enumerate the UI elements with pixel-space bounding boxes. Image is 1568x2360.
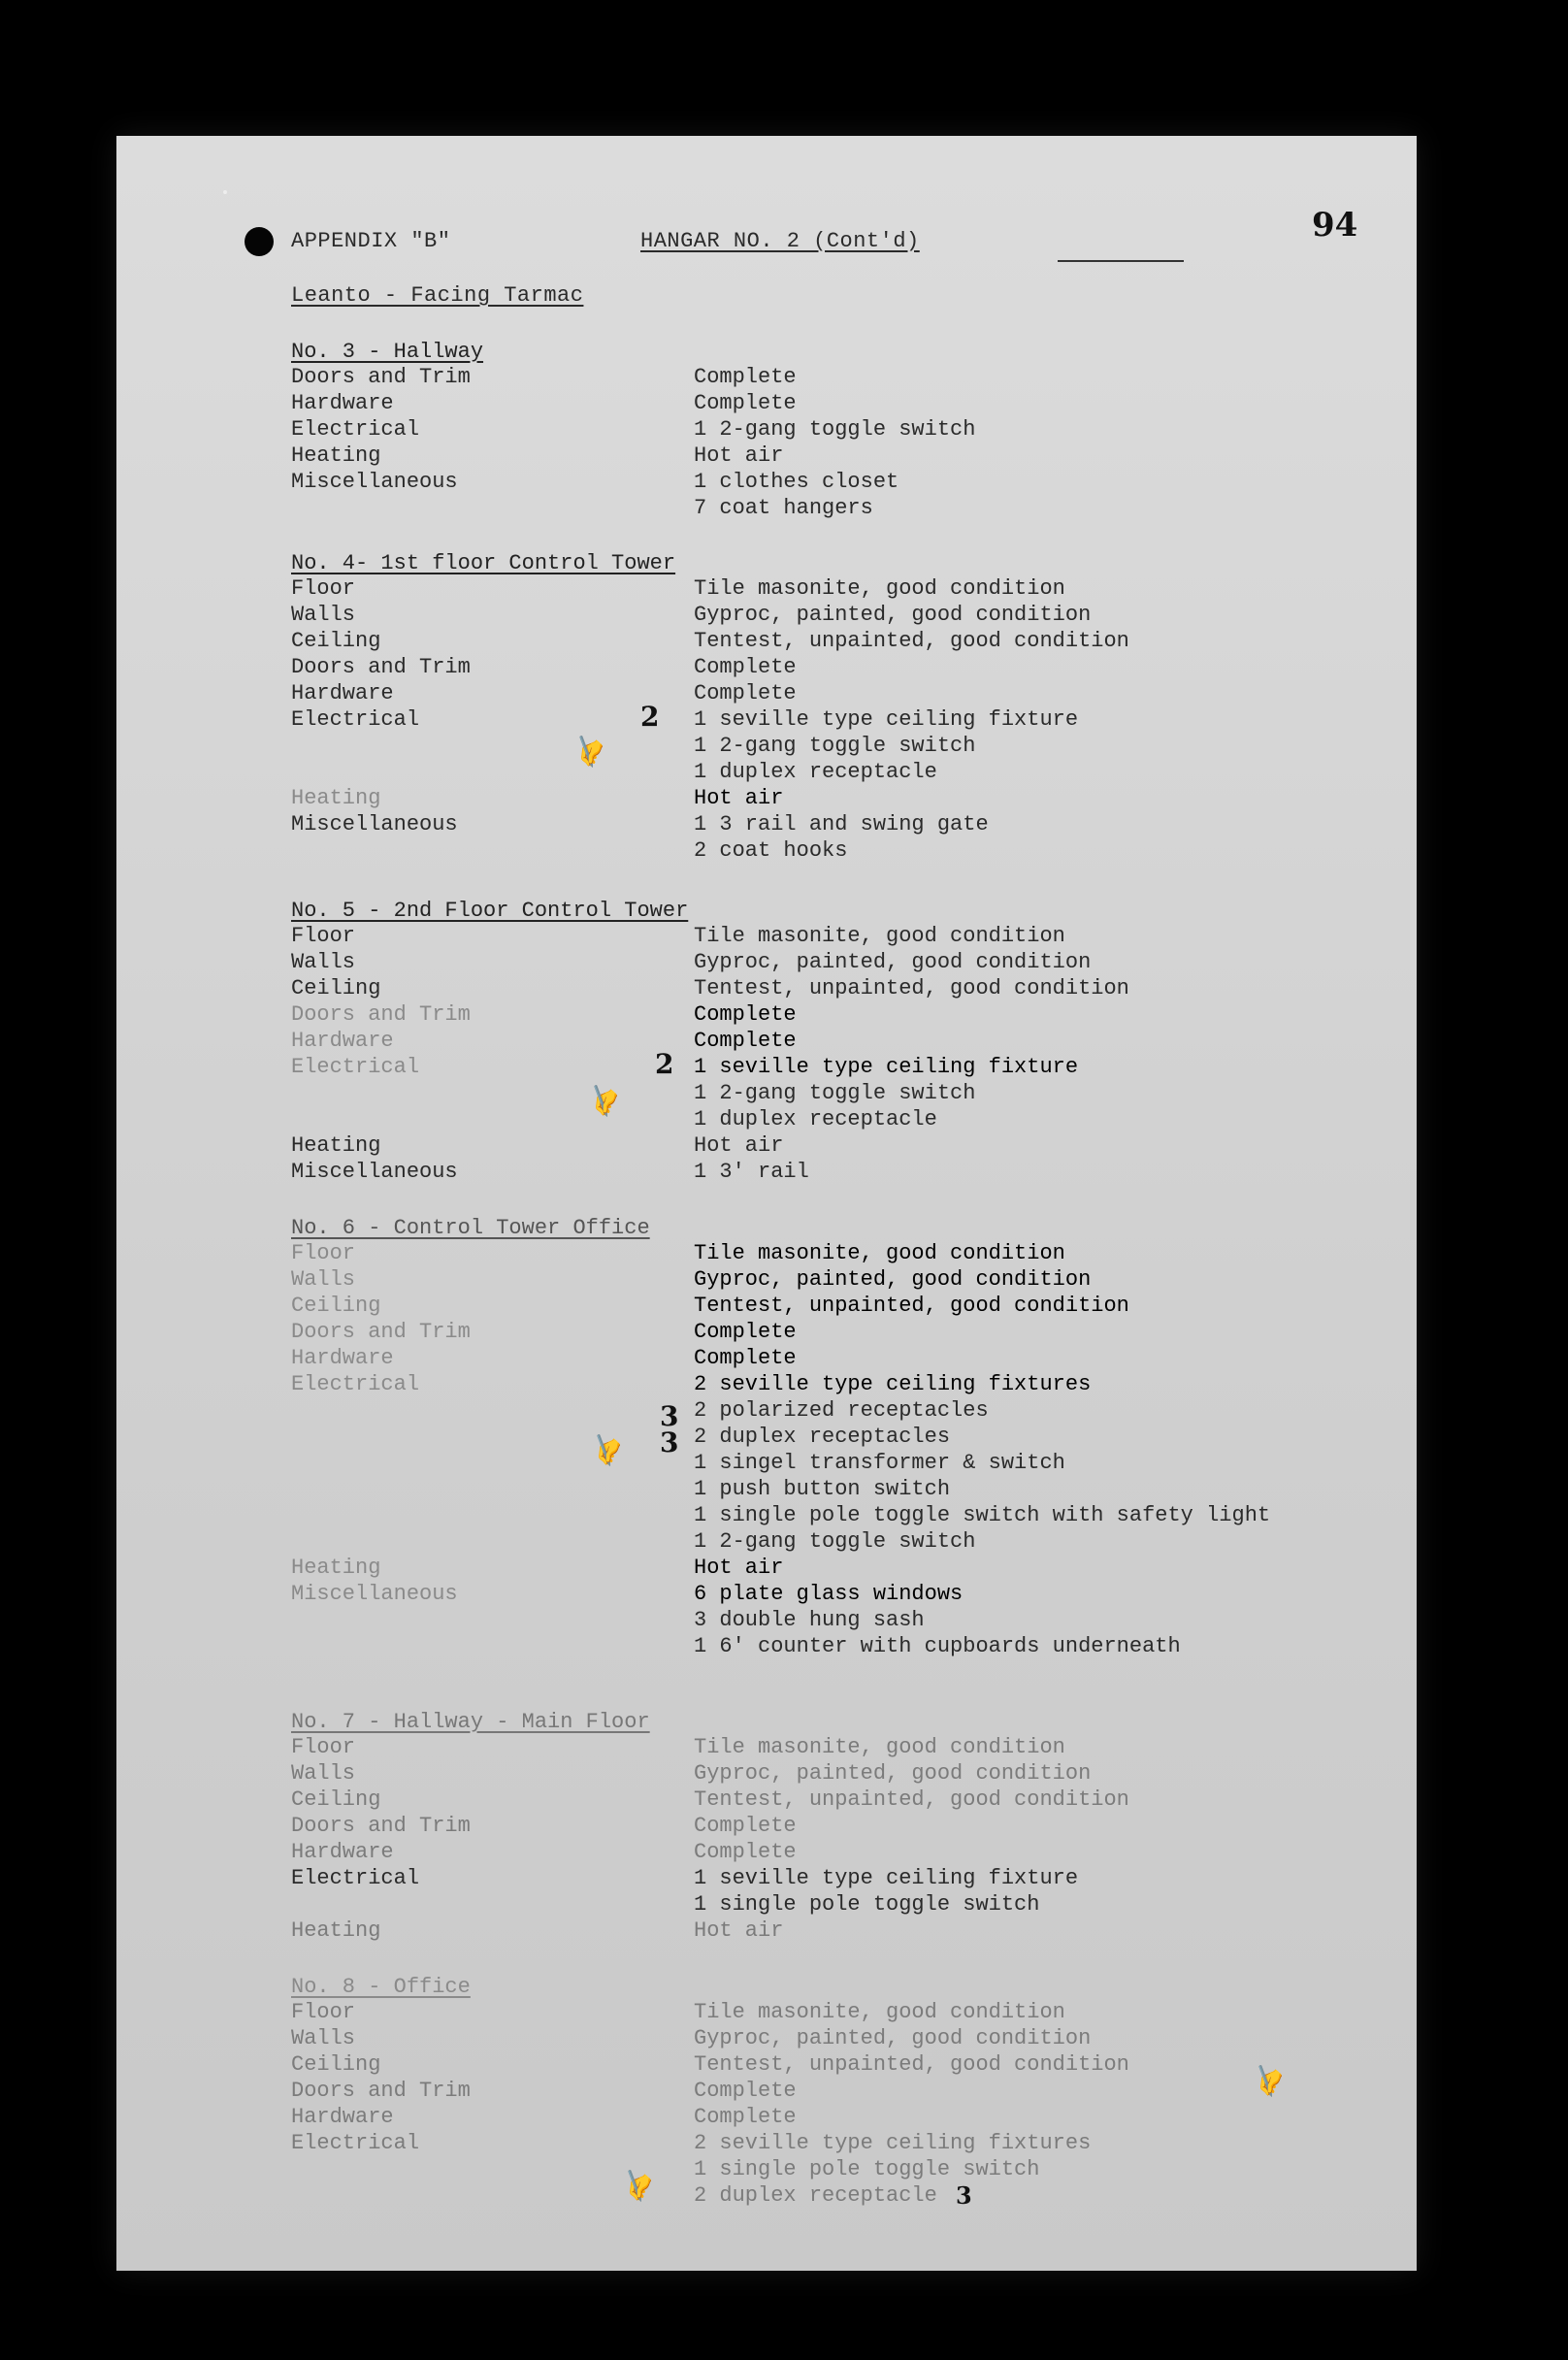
- row-label: Doors and Trim: [291, 1002, 471, 1027]
- handwritten-correction: 3: [660, 1400, 679, 1432]
- table-row: [116, 1451, 1417, 1477]
- row-label: Floor: [291, 1735, 356, 1759]
- table-row: [116, 2157, 1417, 2183]
- table-row: [116, 1055, 1417, 1081]
- table-row: [116, 1556, 1417, 1582]
- row-label: Miscellaneous: [291, 812, 458, 836]
- table-row: [116, 1002, 1417, 1029]
- row-value: 1 6' counter with cupboards underneath: [694, 1634, 1181, 1658]
- row-label: Doors and Trim: [291, 365, 471, 389]
- row-value: Tile masonite, good condition: [694, 1241, 1065, 1265]
- table-row: [116, 1608, 1417, 1634]
- row-value: 1 seville type ceiling fixture: [694, 1866, 1079, 1890]
- row-value: Tile masonite, good condition: [694, 924, 1065, 948]
- row-value: 1 duplex receptacle: [694, 760, 937, 784]
- row-label: Walls: [291, 603, 356, 627]
- row-label: Hardware: [291, 1346, 394, 1370]
- table-row: [116, 1160, 1417, 1186]
- table-row: [116, 629, 1417, 655]
- row-value: Complete: [694, 2105, 797, 2129]
- scan-speck: [223, 190, 227, 194]
- table-row: [116, 1503, 1417, 1529]
- table-row: [116, 576, 1417, 603]
- table-row: [116, 1346, 1417, 1372]
- row-label: Electrical: [291, 1866, 420, 1890]
- row-value: 1 2-gang toggle switch: [694, 417, 976, 442]
- table-row: [116, 365, 1417, 391]
- section-title-5: No. 5 - 2nd Floor Control Tower: [291, 899, 689, 923]
- row-value: 2 duplex receptacle: [694, 2183, 937, 2208]
- section-title-7: No. 7 - Hallway - Main Floor: [291, 1710, 650, 1734]
- row-value: Tile masonite, good condition: [694, 2000, 1065, 2024]
- row-value: Complete: [694, 1002, 797, 1027]
- row-label: Electrical: [291, 707, 420, 732]
- table-row: [116, 838, 1417, 865]
- divider: [1058, 260, 1184, 262]
- row-value: Complete: [694, 2079, 797, 2103]
- row-value: 1 seville type ceiling fixture: [694, 1055, 1079, 1079]
- table-row: [116, 812, 1417, 838]
- row-value: Gyproc, painted, good condition: [694, 2026, 1092, 2050]
- row-value: Hot air: [694, 1556, 784, 1580]
- table-row: [116, 2131, 1417, 2157]
- section-title-6: No. 6 - Control Tower Office: [291, 1216, 650, 1240]
- row-value: 2 seville type ceiling fixtures: [694, 1372, 1092, 1396]
- row-label: Electrical: [291, 417, 420, 442]
- table-row: [116, 734, 1417, 760]
- row-value: Complete: [694, 655, 797, 679]
- row-value: 2 coat hooks: [694, 838, 848, 863]
- row-label: Doors and Trim: [291, 1814, 471, 1838]
- row-label: Miscellaneous: [291, 470, 458, 494]
- table-row: [116, 2183, 1417, 2210]
- table-row: [116, 391, 1417, 417]
- table-row: [116, 1634, 1417, 1660]
- table-row: [116, 1294, 1417, 1320]
- table-row: [116, 2000, 1417, 2026]
- handwritten-initials: ✍: [1247, 2060, 1288, 2103]
- table-row: [116, 760, 1417, 786]
- row-value: 3 double hung sash: [694, 1608, 925, 1632]
- row-label: Walls: [291, 950, 356, 974]
- row-value: Hot air: [694, 786, 784, 810]
- row-value: 2 polarized receptacles: [694, 1398, 989, 1423]
- table-row: [116, 1425, 1417, 1451]
- row-label: Electrical: [291, 1372, 420, 1396]
- row-value: 2 duplex receptacles: [694, 1425, 951, 1449]
- row-value: 1 seville type ceiling fixture: [694, 707, 1079, 732]
- row-value: Complete: [694, 1346, 797, 1370]
- row-value: Tile masonite, good condition: [694, 1735, 1065, 1759]
- row-value: 1 2-gang toggle switch: [694, 1081, 976, 1105]
- table-row: [116, 1892, 1417, 1918]
- row-value: 2 seville type ceiling fixtures: [694, 2131, 1092, 2155]
- row-value: Complete: [694, 365, 797, 389]
- row-label: Ceiling: [291, 1294, 381, 1318]
- row-value: 1 3 rail and swing gate: [694, 812, 989, 836]
- row-value: 1 clothes closet: [694, 470, 899, 494]
- row-label: Heating: [291, 786, 381, 810]
- table-row: [116, 976, 1417, 1002]
- row-label: Floor: [291, 1241, 356, 1265]
- table-row: [116, 1582, 1417, 1608]
- handwritten-initials: ✍: [585, 1429, 626, 1472]
- row-label: Doors and Trim: [291, 1320, 471, 1344]
- row-label: Walls: [291, 2026, 356, 2050]
- row-label: Floor: [291, 924, 356, 948]
- table-row: [116, 1267, 1417, 1294]
- row-label: Heating: [291, 1556, 381, 1580]
- table-row: [116, 1241, 1417, 1267]
- row-value: 1 duplex receptacle: [694, 1107, 937, 1131]
- handwritten-correction: 2: [655, 1048, 674, 1080]
- row-value: Hot air: [694, 443, 784, 468]
- handwritten-correction: 3: [660, 1426, 679, 1459]
- table-row: [116, 1814, 1417, 1840]
- table-row: [116, 496, 1417, 522]
- table-row: [116, 681, 1417, 707]
- row-value: 1 2-gang toggle switch: [694, 1529, 976, 1554]
- table-row: [116, 950, 1417, 976]
- row-value: Hot air: [694, 1918, 784, 1943]
- table-row: [116, 1761, 1417, 1787]
- row-value: Complete: [694, 681, 797, 705]
- row-label: Miscellaneous: [291, 1582, 458, 1606]
- row-label: Ceiling: [291, 2052, 381, 2077]
- table-row: [116, 417, 1417, 443]
- row-label: Heating: [291, 1133, 381, 1158]
- table-row: [116, 1107, 1417, 1133]
- row-value: Tentest, unpainted, good condition: [694, 629, 1129, 653]
- handwritten-initials: ✍: [568, 731, 608, 773]
- row-value: 1 singel transformer & switch: [694, 1451, 1065, 1475]
- section-title-8: No. 8 - Office: [291, 1975, 471, 1999]
- row-value: Gyproc, painted, good condition: [694, 950, 1092, 974]
- row-value: Complete: [694, 391, 797, 415]
- row-value: Tentest, unpainted, good condition: [694, 976, 1129, 1000]
- table-row: [116, 1735, 1417, 1761]
- row-label: Heating: [291, 443, 381, 468]
- subtitle: Leanto - Facing Tarmac: [291, 283, 584, 308]
- page-number: 94: [1312, 206, 1358, 245]
- table-row: [116, 924, 1417, 950]
- table-row: [116, 470, 1417, 496]
- handwritten-initials: ✍: [616, 2165, 657, 2208]
- row-value: Complete: [694, 1029, 797, 1053]
- table-row: [116, 1133, 1417, 1160]
- table-row: [116, 655, 1417, 681]
- row-value: 1 single pole toggle switch: [694, 1892, 1040, 1917]
- row-value: 1 single pole toggle switch with safety light: [694, 1503, 1271, 1527]
- table-row: [116, 2052, 1417, 2079]
- table-row: [116, 1372, 1417, 1398]
- row-label: Floor: [291, 576, 356, 601]
- handwritten-correction: 3: [956, 2181, 972, 2210]
- table-row: [116, 1477, 1417, 1503]
- table-row: [116, 443, 1417, 470]
- section-title-3: No. 3 - Hallway: [291, 340, 484, 364]
- row-label: Electrical: [291, 2131, 420, 2155]
- row-value: 1 3' rail: [694, 1160, 809, 1184]
- row-label: Hardware: [291, 1029, 394, 1053]
- table-row: [116, 1398, 1417, 1425]
- appendix-label: APPENDIX "B": [291, 229, 451, 253]
- row-value: 6 plate glass windows: [694, 1582, 964, 1606]
- table-row: [116, 1866, 1417, 1892]
- table-row: [116, 1081, 1417, 1107]
- row-label: Electrical: [291, 1055, 420, 1079]
- row-value: Complete: [694, 1320, 797, 1344]
- row-label: Hardware: [291, 391, 394, 415]
- row-value: Tentest, unpainted, good condition: [694, 2052, 1129, 2077]
- handwritten-initials: ✍: [582, 1080, 623, 1123]
- row-label: Walls: [291, 1761, 356, 1786]
- row-label: Hardware: [291, 681, 394, 705]
- row-label: Floor: [291, 2000, 356, 2024]
- row-label: Doors and Trim: [291, 2079, 471, 2103]
- row-value: Complete: [694, 1840, 797, 1864]
- row-label: Ceiling: [291, 976, 381, 1000]
- row-label: Miscellaneous: [291, 1160, 458, 1184]
- page-title: HANGAR NO. 2 (Cont'd): [640, 229, 920, 253]
- row-value: Hot air: [694, 1133, 784, 1158]
- row-value: Tentest, unpainted, good condition: [694, 1294, 1129, 1318]
- row-label: Ceiling: [291, 1787, 381, 1812]
- row-label: Heating: [291, 1918, 381, 1943]
- row-value: 7 coat hangers: [694, 496, 873, 520]
- table-row: [116, 2105, 1417, 2131]
- row-value: 1 single pole toggle switch: [694, 2157, 1040, 2181]
- row-value: 1 push button switch: [694, 1477, 951, 1501]
- row-value: Tile masonite, good condition: [694, 576, 1065, 601]
- table-row: [116, 786, 1417, 812]
- row-value: Gyproc, painted, good condition: [694, 603, 1092, 627]
- row-value: Complete: [694, 1814, 797, 1838]
- row-value: 1 2-gang toggle switch: [694, 734, 976, 758]
- row-label: Doors and Trim: [291, 655, 471, 679]
- table-row: [116, 1320, 1417, 1346]
- table-row: [116, 2079, 1417, 2105]
- document-page: [116, 136, 1417, 2271]
- table-row: [116, 603, 1417, 629]
- punch-hole: [245, 227, 274, 256]
- row-value: Gyproc, painted, good condition: [694, 1267, 1092, 1292]
- handwritten-correction: 2: [640, 701, 660, 733]
- section-title-4: No. 4- 1st floor Control Tower: [291, 551, 676, 575]
- row-label: Hardware: [291, 1840, 394, 1864]
- table-row: [116, 1918, 1417, 1945]
- table-row: [116, 1787, 1417, 1814]
- table-row: [116, 1840, 1417, 1866]
- row-label: Walls: [291, 1267, 356, 1292]
- row-label: Hardware: [291, 2105, 394, 2129]
- row-label: Ceiling: [291, 629, 381, 653]
- row-value: Tentest, unpainted, good condition: [694, 1787, 1129, 1812]
- table-row: [116, 1029, 1417, 1055]
- table-row: [116, 1529, 1417, 1556]
- row-value: Gyproc, painted, good condition: [694, 1761, 1092, 1786]
- table-row: [116, 707, 1417, 734]
- table-row: [116, 2026, 1417, 2052]
